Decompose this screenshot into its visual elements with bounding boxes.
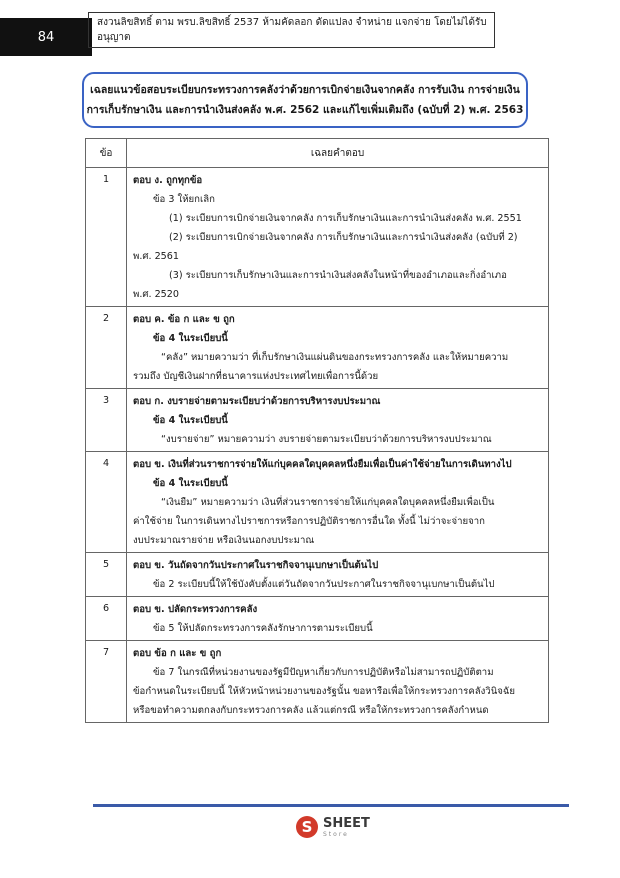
row-number: 6 bbox=[86, 597, 127, 641]
answer-choice: ตอบ ข. วันถัดจากวันประกาศในราชกิจจานุเบกษาเป็นต้นไป bbox=[133, 560, 379, 571]
logo-main-text: SHEET bbox=[323, 815, 370, 831]
answer-text: พ.ศ. 2561 bbox=[133, 251, 179, 262]
footer-divider bbox=[93, 804, 569, 807]
row-answer bbox=[127, 389, 549, 452]
row-number: 4 bbox=[86, 452, 127, 553]
table-row bbox=[86, 597, 549, 641]
answer-text: “เงินยืม” หมายความว่า เงินที่ส่วนราชการจ่ายให้แก่บุคคลใดบุคคลหนึ่งยืมเพื่อเป็น bbox=[161, 497, 495, 508]
table-row bbox=[86, 553, 549, 597]
row-answer bbox=[127, 597, 549, 641]
header-answer: เฉลยคำตอบ bbox=[127, 139, 549, 168]
clause-ref: ข้อ 3 ให้ยกเลิก bbox=[153, 194, 215, 205]
answer-text: ข้อ 7 ในกรณีที่หน่วยงานของรัฐมีปัญหาเกี่ยวกับการปฏิบัติหรือไม่สามารถปฏิบัติตาม bbox=[153, 667, 494, 678]
answer-choice: ตอบ ก. งบรายจ่ายตามระเบียบว่าด้วยการบริหารงบประมาณ bbox=[133, 396, 381, 407]
table-row bbox=[86, 389, 549, 452]
row-answer bbox=[127, 641, 549, 723]
answer-choice: ตอบ ง. ถูกทุกข้อ bbox=[133, 175, 203, 186]
title-line-2: การเก็บรักษาเงิน และการนำเงินส่งคลัง พ.ศ. 2562 และแก้ไขเพิ่มเติมถึง (ฉบับที่ 2) พ.ศ. 2563 bbox=[86, 104, 524, 116]
answer-choice: ตอบ ค. ข้อ ก และ ข ถูก bbox=[133, 314, 235, 325]
page-number: 84 bbox=[0, 18, 92, 56]
clause-ref: ข้อ 5 ให้ปลัดกระทรวงการคลังรักษาการตามระเบียบนี้ bbox=[153, 623, 373, 634]
row-answer bbox=[127, 553, 549, 597]
copyright-header: สงวนลิขสิทธิ์ ตาม พรบ.ลิขสิทธิ์ 2537 ห้ามคัดลอก ดัดแปลง จำหน่าย แจกจ่าย โดยไม่ได้รับอนุญาต bbox=[88, 12, 495, 48]
answer-text: (3) ระเบียบการเก็บรักษาเงินและการนำเงินส่งคลังในหน้าที่ของอำเภอและกิ่งอำเภอ bbox=[169, 270, 507, 281]
answer-text: (1) ระเบียบการเบิกจ่ายเงินจากคลัง การเก็บรักษาเงินและการนำเงินส่งคลัง พ.ศ. 2551 bbox=[169, 213, 522, 224]
row-answer bbox=[127, 452, 549, 553]
answer-text: ข้อกำหนดในระเบียบนี้ ให้หัวหน้าหน่วยงานของรัฐนั้น ขอหารือเพื่อให้กระทรวงการคลังวินิจฉัย bbox=[133, 686, 516, 697]
answer-text: “คลัง” หมายความว่า ที่เก็บรักษาเงินแผ่นดินของกระทรวงการคลัง และให้หมายความ bbox=[161, 352, 509, 363]
answer-text: งบประมาณรายจ่าย หรือเงินนอกงบประมาณ bbox=[133, 535, 315, 546]
row-answer bbox=[127, 307, 549, 389]
table-row bbox=[86, 452, 549, 553]
row-number: 2 bbox=[86, 307, 127, 389]
row-answer bbox=[127, 168, 549, 307]
clause-ref: ข้อ 4 ในระเบียบนี้ bbox=[153, 333, 228, 344]
table-row bbox=[86, 307, 549, 389]
row-number: 5 bbox=[86, 553, 127, 597]
answer-choice: ตอบ ข้อ ก และ ข ถูก bbox=[133, 648, 222, 659]
answer-text: พ.ศ. 2520 bbox=[133, 289, 179, 300]
document-title bbox=[82, 72, 528, 128]
answer-text: “งบรายจ่าย” หมายความว่า งบรายจ่ายตามระเบียบว่าด้วยการบริหารงบประมาณ bbox=[161, 434, 492, 445]
table-header-row bbox=[86, 139, 549, 168]
table-row bbox=[86, 641, 549, 723]
title-line-1: เฉลยแนวข้อสอบระเบียบกระทรวงการคลังว่าด้วยการเบิกจ่ายเงินจากคลัง การรับเงิน การจ่ายเงิน bbox=[90, 84, 520, 96]
clause-ref: ข้อ 2 ระเบียบนี้ให้ใช้บังคับตั้งแต่วันถัดจากวันประกาศในราชกิจจานุเบกษาเป็นต้นไป bbox=[153, 579, 495, 590]
sheet-store-logo bbox=[296, 816, 370, 838]
answer-text: ค่าใช้จ่าย ในการเดินทางไปราชการหรือการปฏิบัติราชการอื่นใด ทั้งนี้ ไม่ว่าจะจ่ายจาก bbox=[133, 516, 485, 527]
logo-sub-text: Store bbox=[323, 830, 349, 838]
table-row bbox=[86, 168, 549, 307]
row-number: 3 bbox=[86, 389, 127, 452]
answer-text: รวมถึง บัญชีเงินฝากที่ธนาคารแห่งประเทศไทยเพื่อการนี้ด้วย bbox=[133, 371, 379, 382]
row-number: 1 bbox=[86, 168, 127, 307]
answer-choice: ตอบ ข. เงินที่ส่วนราชการจ่ายให้แก่บุคคลใดบุคคลหนึ่งยืมเพื่อเป็นค่าใช้จ่ายในการเดินทางไป bbox=[133, 459, 512, 470]
clause-ref: ข้อ 4 ในระเบียบนี้ bbox=[153, 415, 228, 426]
answer-text: หรือขอทำความตกลงกับกระทรวงการคลัง แล้วแต่กรณี หรือให้กระทรวงการคลังกำหนด bbox=[133, 705, 489, 716]
clause-ref: ข้อ 4 ในระเบียบนี้ bbox=[153, 478, 228, 489]
logo-text bbox=[323, 817, 370, 838]
answer-table bbox=[85, 138, 549, 723]
answer-choice: ตอบ ข. ปลัดกระทรวงการคลัง bbox=[133, 604, 258, 615]
answer-text: (2) ระเบียบการเบิกจ่ายเงินจากคลัง การเก็บรักษาเงินและการนำเงินส่งคลัง (ฉบับที่ 2) bbox=[169, 232, 518, 243]
logo-mark-icon: S bbox=[296, 816, 318, 838]
row-number: 7 bbox=[86, 641, 127, 723]
header-num: ข้อ bbox=[86, 139, 127, 168]
